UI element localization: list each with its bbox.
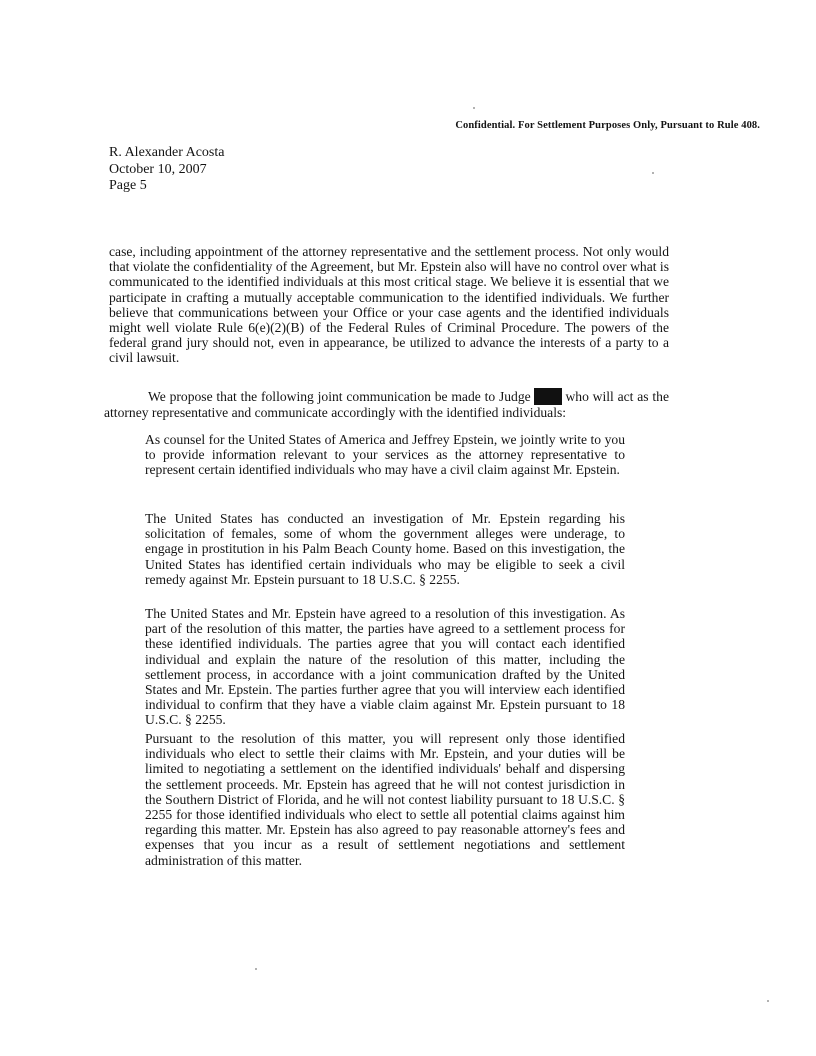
quote-paragraph-3: The United States and Mr. Epstein have agreed to a resolution of this investigation. As part of the resolution of this matter, the parties have agreed to a settlement process for these identified individuals. The parties agree that you will contact each identified individual and explain the nature of the resolution of this matter, including the settlement process, in accordance with a joint communication drafted by the United States and Mr. Epstein. The parties further agree that you will interview each identified individual to confirm that they have a viable claim against Mr. Epstein pursuant to 18 U.S.C. § 2255.	[145, 606, 625, 728]
address-block	[109, 145, 224, 195]
redaction-box	[534, 388, 562, 405]
body-paragraph-1: case, including appointment of the attorney representative and the settlement process. Not only would that violate the confidentiality of the Agreement, but Mr. Epstein also will have no control over what is communicated to the identified individuals at this most critical stage. We believe it is essential that we participate in crafting a mutually acceptable communication to the identified individuals. We further believe that communications between your Office or your case agents and the identified individuals might well violate Rule 6(e)(2)(B) of the Federal Rules of Criminal Procedure. The powers of the federal grand jury should not, even in appearance, be utilized to advance the interests of a party to a civil lawsuit.	[109, 244, 669, 366]
recipient-name: R. Alexander Acosta	[109, 145, 225, 160]
scan-speck	[652, 172, 654, 174]
page-number: Page 5	[109, 178, 147, 193]
body-paragraph-2	[104, 388, 669, 420]
scan-speck	[767, 1000, 769, 1002]
confidential-header: Confidential. For Settlement Purposes Only, Pursuant to Rule 408.	[455, 120, 760, 131]
letter-date: October 10, 2007	[109, 161, 207, 177]
quote-paragraph-1: As counsel for the United States of America and Jeffrey Epstein, we jointly write to you to provide information relevant to your services as the attorney representative to represent certain identified individuals who may have a civil claim against Mr. Epstein.	[145, 432, 625, 478]
scan-speck	[473, 107, 475, 109]
paragraph-2-tail-text: who will act as the attorney representative and communicate accordingly with the identified individuals:	[104, 389, 669, 420]
paragraph-2-lead-text: We propose that the following joint communication be made to Judge	[148, 389, 531, 404]
quote-paragraph-2: The United States has conducted an investigation of Mr. Epstein regarding his solicitation of females, some of whom the government alleges were underage, to engage in prostitution in his Palm Beach County home. Based on this investigation, the United States has identified certain individuals who may be eligible to seek a civil remedy against Mr. Epstein pursuant to 18 U.S.C. § 2255.	[145, 511, 625, 587]
quote-paragraph-4: Pursuant to the resolution of this matter, you will represent only those identified individuals who elect to settle their claims with Mr. Epstein, and your duties will be limited to negotiating a settlement on the identified individuals' behalf and dispersing the settlement proceeds. Mr. Epstein has agreed that he will not contest jurisdiction in the Southern District of Florida, and he will not contest liability pursuant to 18 U.S.C. § 2255 for those identified individuals who elect to settle all potential claims against him regarding this matter. Mr. Epstein has also agreed to pay reasonable attorney's fees and expenses that you incur as a result of settlement negotiations and settlement administration of this matter.	[145, 731, 625, 868]
scan-speck	[255, 968, 257, 970]
